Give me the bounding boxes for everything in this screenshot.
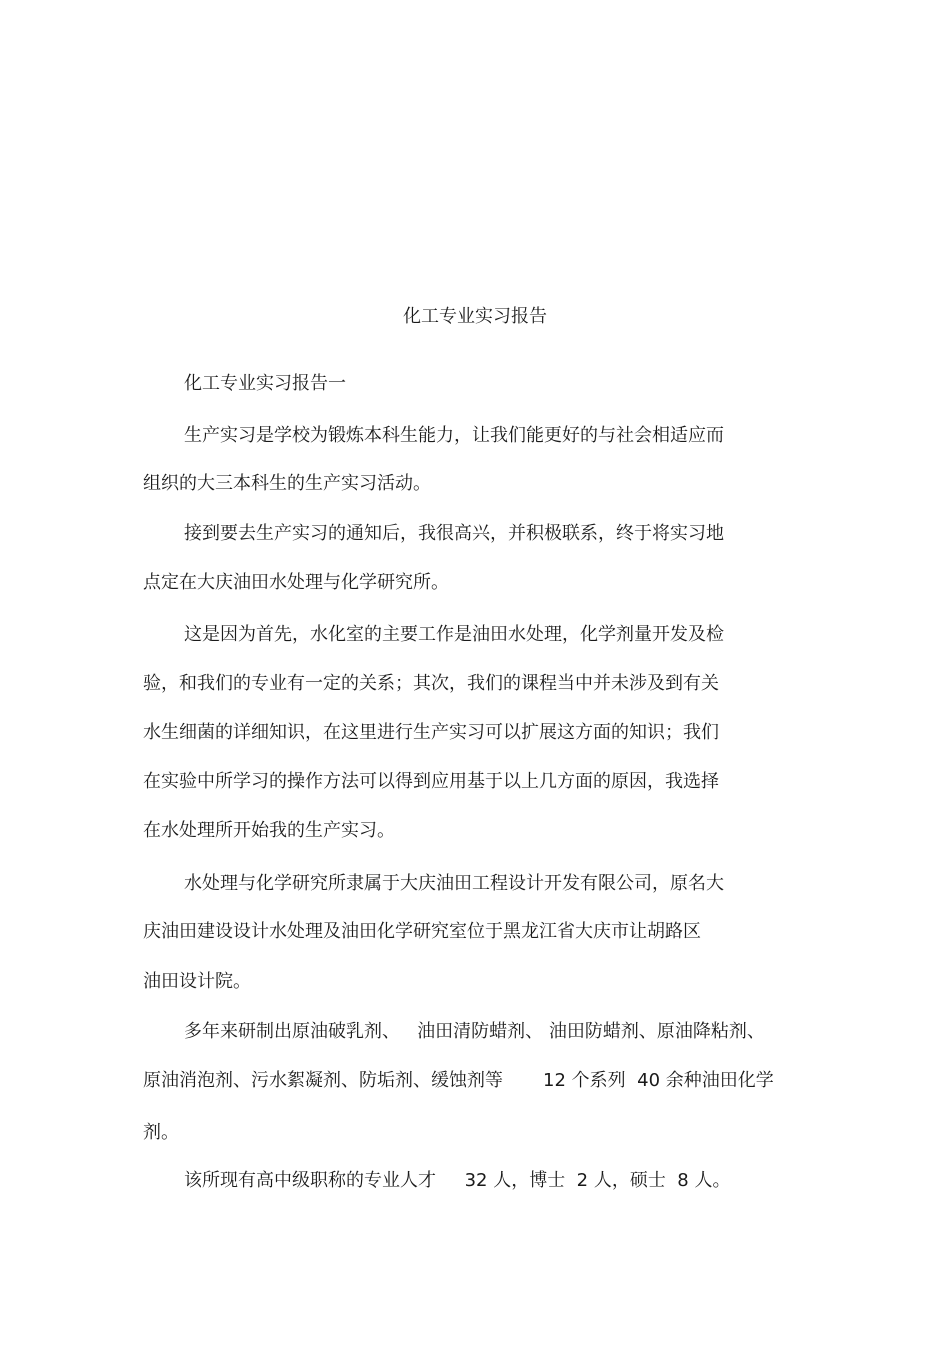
paragraph-line: 接到要去生产实习的通知后，我很高兴，并积极联系，终于将实习地 — [184, 523, 724, 544]
paragraph-line: 在实验中所学习的操作方法可以得到应用基于以上几方面的原因，我选择 — [143, 771, 719, 792]
paragraph-line: 原油消泡剂、污水絮凝剂、防垢剂、缓蚀剂等 12 个系列 40 余种油田化学 — [143, 1070, 774, 1091]
paragraph-line: 在水处理所开始我的生产实习。 — [143, 820, 395, 841]
paragraph-line: 组织的大三本科生的生产实习活动。 — [143, 473, 431, 494]
paragraph-line: 水生细菌的详细知识，在这里进行生产实习可以扩展这方面的知识；我们 — [143, 722, 719, 743]
paragraph-line: 点定在大庆油田水处理与化学研究所。 — [143, 572, 449, 593]
paragraph-line: 油田设计院。 — [143, 971, 251, 992]
paragraph-line: 验，和我们的专业有一定的关系；其次，我们的课程当中并未涉及到有关 — [143, 673, 719, 694]
paragraph-line: 这是因为首先，水化室的主要工作是油田水处理，化学剂量开发及检 — [184, 624, 724, 645]
paragraph-line: 生产实习是学校为锻炼本科生能力，让我们能更好的与社会相适应而 — [184, 425, 724, 446]
document-title: 化工专业实习报告 — [403, 306, 547, 327]
paragraph-line: 庆油田建设设计水处理及油田化学研究室位于黑龙江省大庆市让胡路区 — [143, 921, 701, 942]
section-heading: 化工专业实习报告一 — [184, 373, 346, 394]
paragraph-line: 该所现有高中级职称的专业人才 32 人，博士 2 人，硕士 8 人。 — [184, 1170, 731, 1191]
paragraph-line: 水处理与化学研究所隶属于大庆油田工程设计开发有限公司，原名大 — [184, 873, 724, 894]
paragraph-line: 多年来研制出原油破乳剂、 油田清防蜡剂、 油田防蜡剂、原油降粘剂、 — [184, 1021, 765, 1042]
paragraph-line: 剂。 — [143, 1122, 179, 1143]
